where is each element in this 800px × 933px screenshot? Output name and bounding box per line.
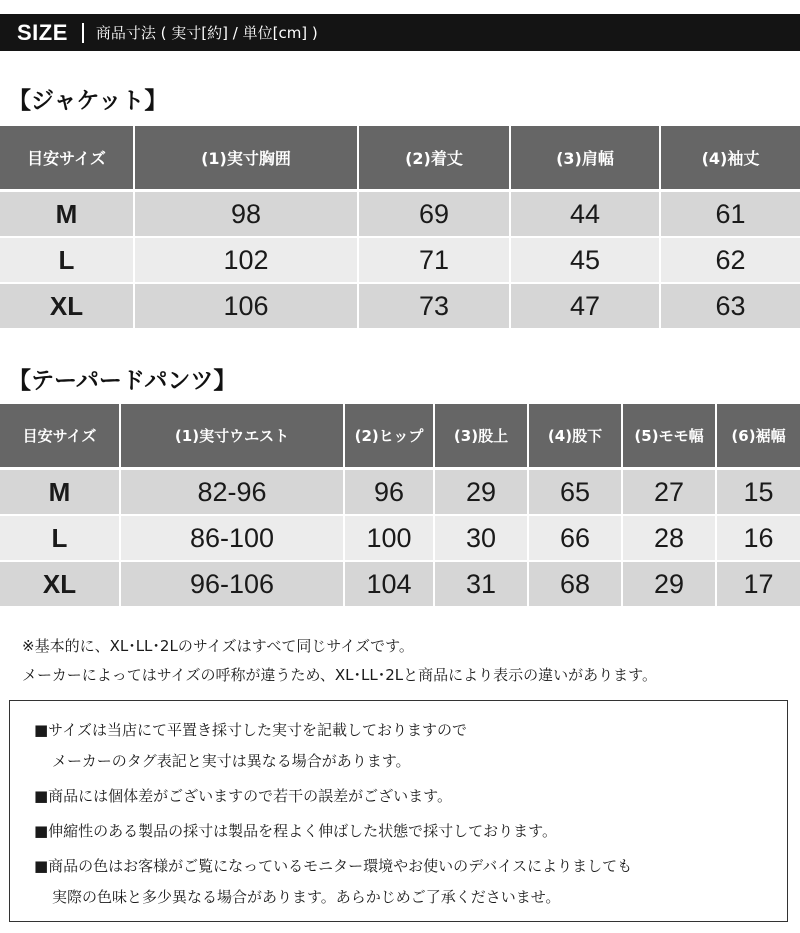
size-subtitle: 商品寸法 ( 実寸[約] / 単位[cm] ) [95,24,318,42]
value-cell: 104 [344,561,434,607]
value-cell: 71 [358,237,510,283]
jacket-header-chest: (1)実寸胸囲 [134,126,358,191]
jacket-header-sleeve: (4)袖丈 [660,126,800,191]
value-cell: 66 [528,515,622,561]
value-cell: 15 [716,469,800,516]
jacket-header-length: (2)着丈 [358,126,510,191]
pants-header-row [0,404,800,469]
notice-line: ■サイズは当店にて平置き採寸した実寸を記載しておりますので [34,721,467,739]
jacket-header-row [0,126,800,191]
value-cell: 27 [622,469,716,516]
size-cell: M [0,469,120,516]
table-row [0,283,800,329]
value-cell: 106 [134,283,358,329]
size-cell: L [0,515,120,561]
value-cell: 61 [660,191,800,238]
value-cell: 82-96 [120,469,344,516]
size-cell: L [0,237,134,283]
table-row [0,191,800,238]
table-row [0,469,800,516]
value-cell: 45 [510,237,660,283]
value-cell: 69 [358,191,510,238]
notice-line: メーカーのタグ表記と実寸は異なる場合があります。 [52,752,411,770]
table-row [0,515,800,561]
value-cell: 47 [510,283,660,329]
pants-header-rise: (3)股上 [434,404,528,469]
value-cell: 17 [716,561,800,607]
notice-line: 実際の色味と多少異なる場合があります。あらかじめご了承くださいませ。 [52,888,561,906]
value-cell: 65 [528,469,622,516]
table-row [0,237,800,283]
size-cell: M [0,191,134,238]
pants-header-thigh: (5)モモ幅 [622,404,716,469]
value-cell: 62 [660,237,800,283]
pants-header-size: 目安サイズ [0,404,120,469]
value-cell: 29 [622,561,716,607]
value-cell: 16 [716,515,800,561]
size-cell: XL [0,283,134,329]
value-cell: 98 [134,191,358,238]
size-header-bar [0,14,800,51]
pants-size-table [0,404,800,608]
note-line: メーカーによってはサイズの呼称が違うため、XL･LL･2Lと商品により表示の違いがあります。 [22,666,657,684]
jacket-header-size: 目安サイズ [0,126,134,191]
size-label: SIZE [17,19,68,45]
size-notes [22,632,657,690]
pants-header-hem: (6)裾幅 [716,404,800,469]
value-cell: 30 [434,515,528,561]
value-cell: 44 [510,191,660,238]
value-cell: 68 [528,561,622,607]
note-line: ※基本的に、XL･LL･2Lのサイズはすべて同じサイズです。 [22,637,414,655]
header-divider [82,23,84,43]
value-cell: 31 [434,561,528,607]
value-cell: 96-106 [120,561,344,607]
value-cell: 29 [434,469,528,516]
value-cell: 100 [344,515,434,561]
pants-header-hip: (2)ヒップ [344,404,434,469]
value-cell: 63 [660,283,800,329]
pants-header-inseam: (4)股下 [528,404,622,469]
notice-line: ■商品の色はお客様がご覧になっているモニター環境やお使いのデバイスによりましても [34,857,633,875]
table-row [0,561,800,607]
value-cell: 86-100 [120,515,344,561]
jacket-title: 【ジャケット】 [8,88,168,114]
value-cell: 73 [358,283,510,329]
notice-line: ■伸縮性のある製品の採寸は製品を程よく伸ばした状態で採寸しております。 [34,822,557,840]
pants-header-waist: (1)実寸ウエスト [120,404,344,469]
value-cell: 102 [134,237,358,283]
value-cell: 28 [622,515,716,561]
measurement-notice-box [9,700,788,922]
notice-line: ■商品には個体差がございますので若干の誤差がございます。 [34,787,452,805]
pants-title: 【テーパードパンツ】 [8,368,237,394]
jacket-header-shoulder: (3)肩幅 [510,126,660,191]
size-cell: XL [0,561,120,607]
value-cell: 96 [344,469,434,516]
jacket-size-table [0,126,800,330]
